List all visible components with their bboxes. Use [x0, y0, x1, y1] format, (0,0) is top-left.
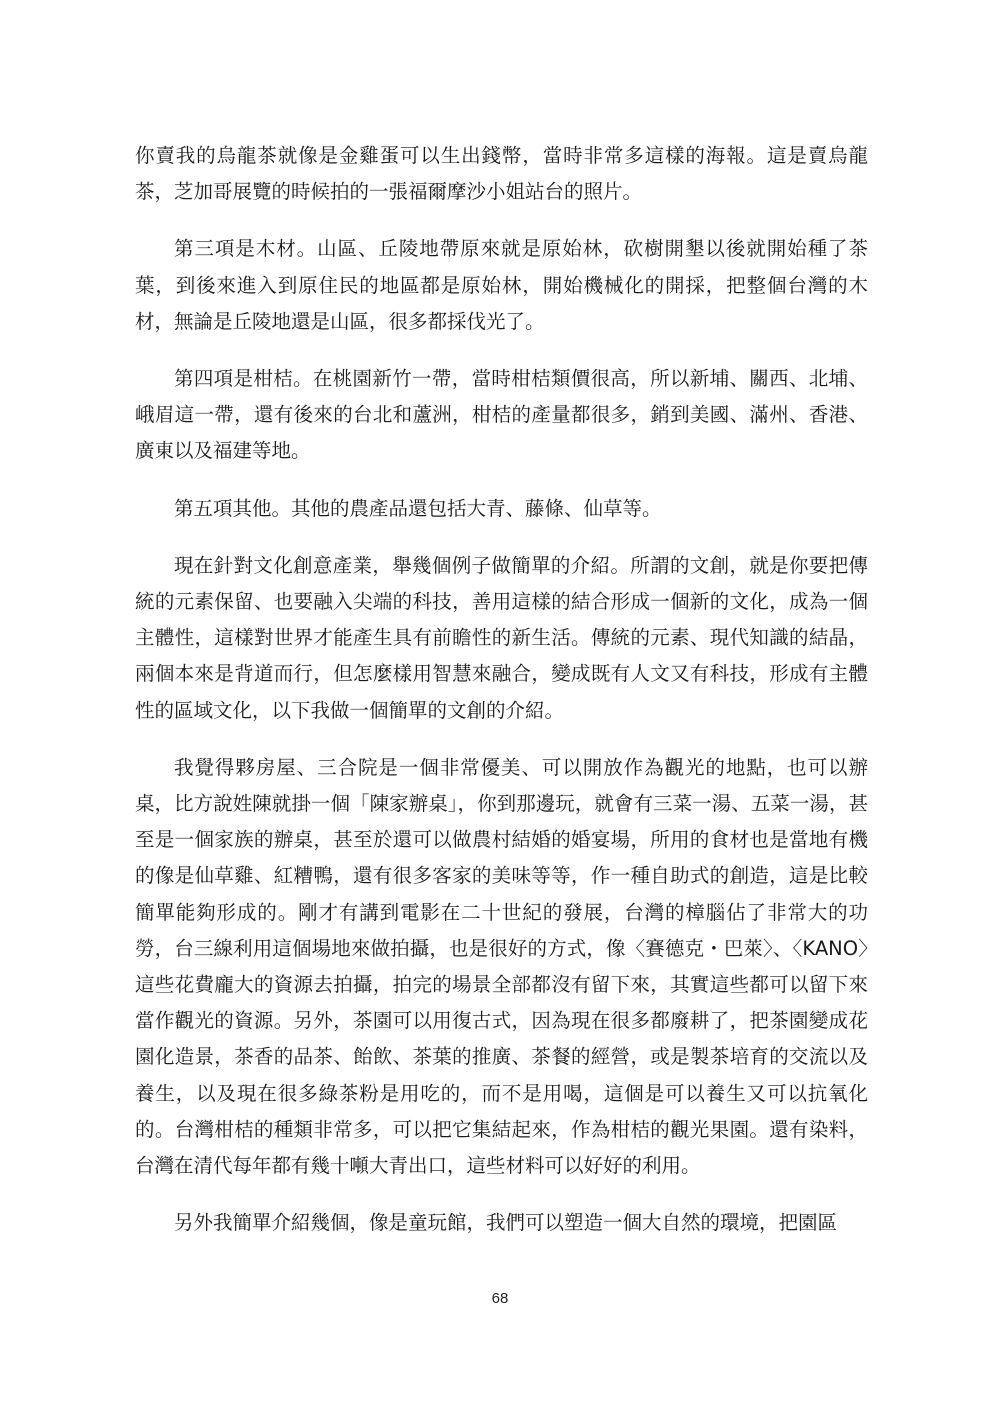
paragraph-sanheyuan: 我覺得夥房屋、三合院是一個非常優美、可以開放作為觀光的地點，也可以辦桌，比方說姓陳就掛一個「陳家辦桌」，你到那邊玩，就會有三菜一湯、五菜一湯，甚至是一個家族的辦桌，甚至於還可以做農村結婚的婚宴場，所用的食材也是當地有機的像是仙草雞、紅糟鴨，還有很多客家的美味等等，作一種自助式的創造，這是比較簡單能夠形成的。剛才有講到電影在二十世紀的發展，台灣的樟腦佔了非常大的功勞，台三線利用這個場地來做拍攝，也是很好的方式，像〈賽德克・巴萊〉、〈KANO〉這些花費龐大的資源去拍攝，拍完的場景全部都沒有留下來，其實這些都可以留下來當作觀光的資源。另外，茶園可以用復古式，因為現在很多都廢耕了，把茶園變成花園化造景，茶香的品茶、飴飲、茶葉的推廣、茶餐的經營，或是製茶培育的交流以及養生，以及現在很多綠茶粉是用吃的，而不是用喝，這個是可以養生又可以抗氧化的。台灣柑桔的種類非常多，可以把它集結起來，作為柑桔的觀光果園。還有染料，台灣在清代每年都有幾十噸大青出口，這些材料可以好好的利用。	[135, 755, 868, 1178]
paragraph-oolong-tea-continued: 你賣我的烏龍茶就像是金雞蛋可以生出錢幣，當時非常多這樣的海報。這是賣烏龍茶，芝加哥展覽的時候拍的一張福爾摩沙小姐站台的照片。	[135, 144, 868, 204]
body-text	[135, 138, 868, 1262]
paragraph-citrus: 第四項是柑桔。在桃園新竹一帶，當時柑桔類價很高，所以新埔、關西、北埔、峨眉這一帶，還有後來的台北和蘆洲，柑桔的產量都很多，銷到美國、滿州、香港、廣東以及福建等地。	[135, 367, 868, 463]
paragraph-timber: 第三項是木材。山區、丘陵地帶原來就是原始林，砍樹開墾以後就開始種了茶葉，到後來進入到原住民的地區都是原始林，開始機械化的開採，把整個台灣的木材，無論是丘陵地還是山區，很多都採伐光了。	[135, 237, 868, 333]
paragraph-cultural-creative: 現在針對文化創意產業，舉幾個例子做簡單的介紹。所謂的文創，就是你要把傳統的元素保留、也要融入尖端的科技，善用這樣的結合形成一個新的文化，成為一個主體性，這樣對世界才能產生具有前瞻性的新生活。傳統的元素、現代知識的結晶，兩個本來是背道而行，但怎麼樣用智慧來融合，變成既有人文又有科技，形成有主體性的區域文化，以下我做一個簡單的文創的介紹。	[135, 553, 868, 722]
page-number: 68	[491, 1290, 509, 1307]
paragraph-others: 第五項其他。其他的農產品還包括大青、藤條、仙草等。	[174, 496, 662, 520]
paragraph-toy-museum: 另外我簡單介紹幾個，像是童玩館，我們可以塑造一個大自然的環境，把園區	[174, 1211, 838, 1235]
